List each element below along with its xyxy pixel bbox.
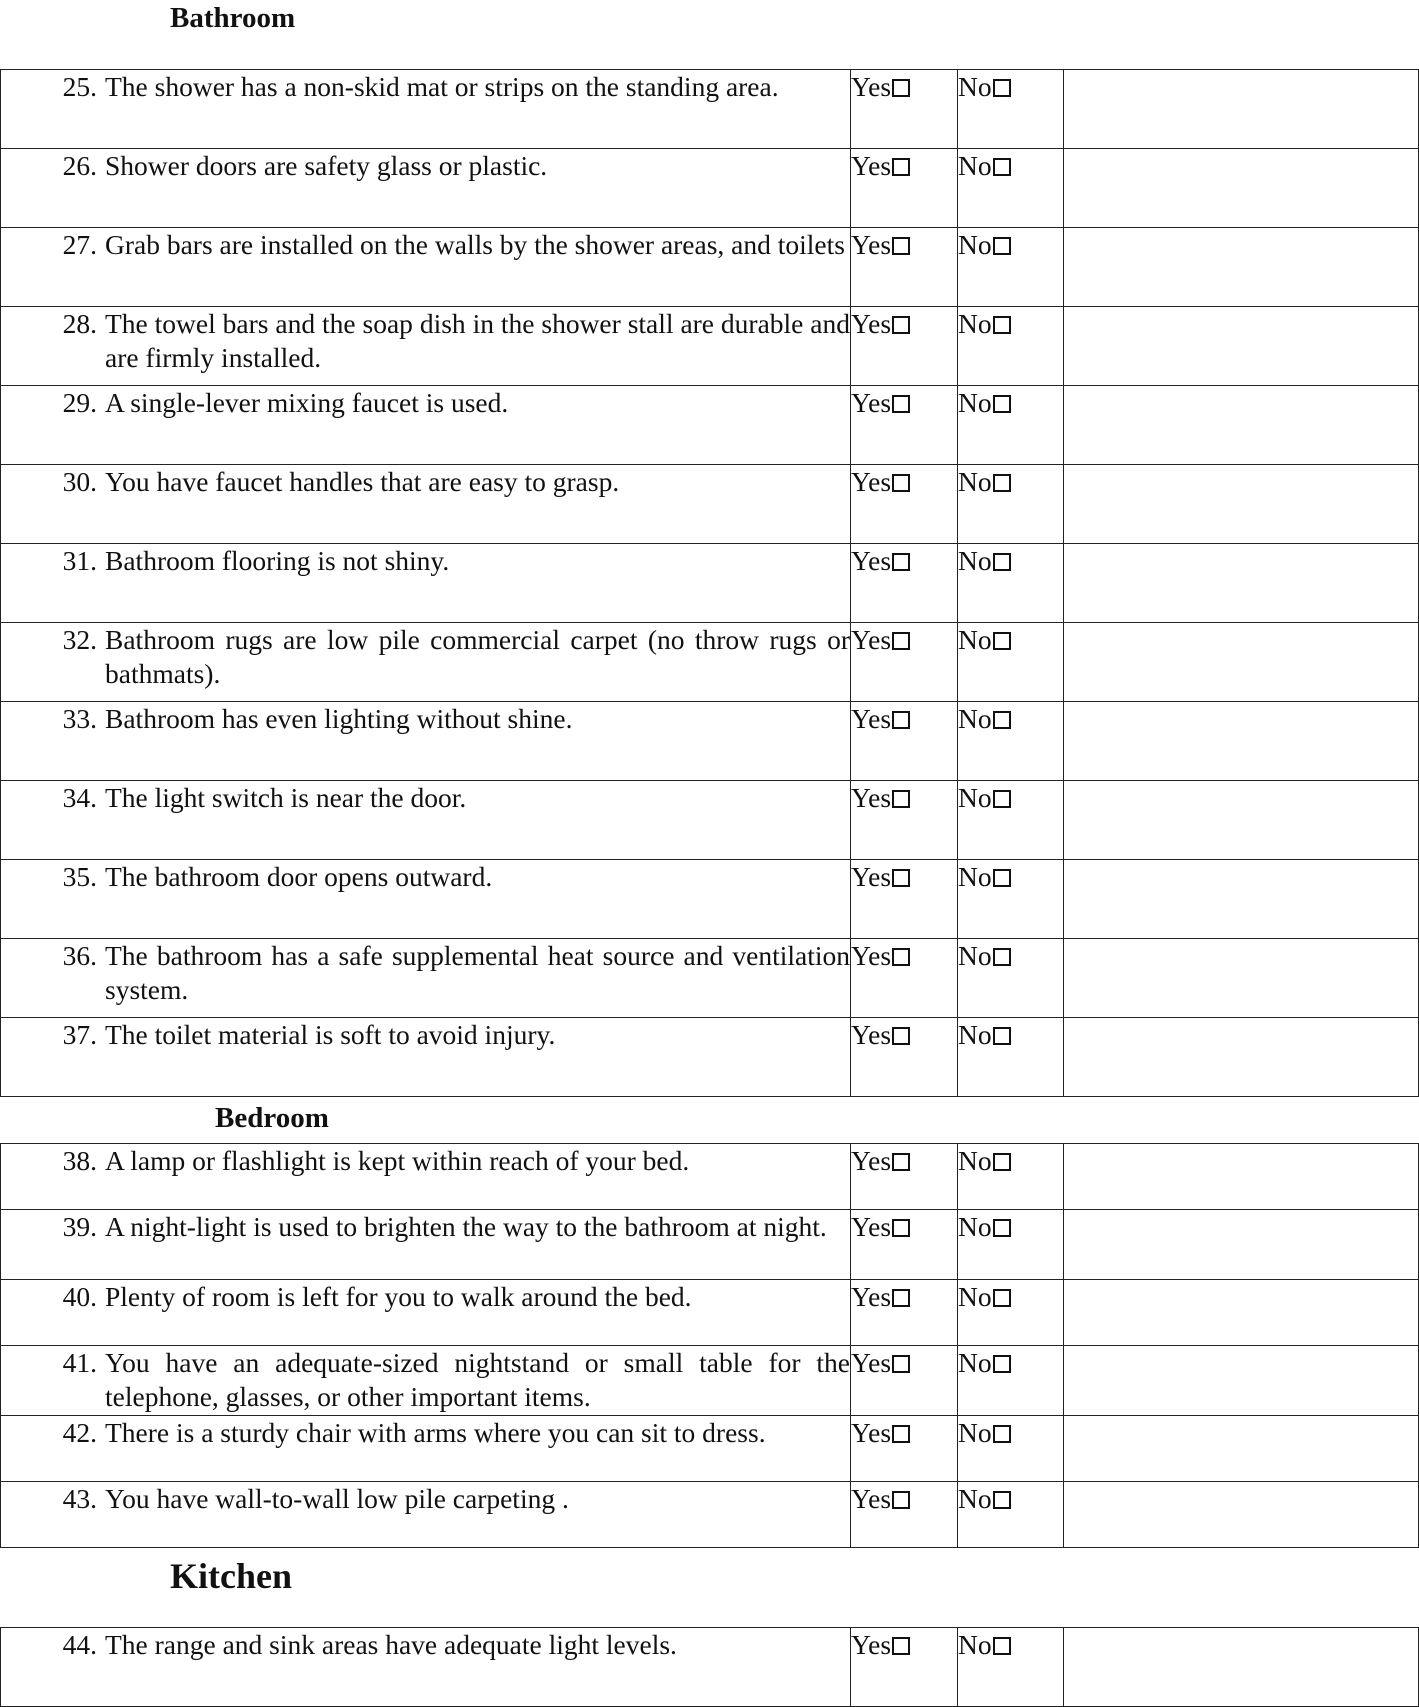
no-checkbox[interactable] — [993, 474, 1011, 492]
question-text: Bathroom has even lighting without shine. — [105, 703, 573, 734]
question-text: The toilet material is soft to avoid injury. — [105, 1019, 556, 1050]
yes-checkbox[interactable] — [892, 632, 910, 650]
question-number: 38. — [62, 1145, 97, 1176]
no-label: No — [958, 1347, 992, 1378]
yes-option[interactable] — [851, 781, 958, 860]
comment-cell[interactable] — [1064, 860, 1419, 939]
question-cell — [1, 1280, 851, 1346]
no-option[interactable] — [958, 465, 1064, 544]
yes-label: Yes — [851, 229, 892, 260]
yes-checkbox[interactable] — [892, 948, 910, 966]
question-text: Bathroom flooring is not shiny. — [105, 545, 450, 576]
question-text: Plenty of room is left for you to walk around the bed. — [105, 1281, 692, 1312]
checklist-table-bathroom — [0, 69, 1419, 1097]
yes-label: Yes — [851, 466, 892, 497]
checklist-row — [1, 1346, 1419, 1416]
checklist-row — [1, 70, 1419, 149]
yes-label: Yes — [851, 1211, 892, 1242]
no-option[interactable] — [958, 1346, 1064, 1416]
no-label: No — [958, 387, 992, 418]
question-text: A lamp or flashlight is kept within reach of your bed. — [105, 1145, 690, 1176]
yes-checkbox[interactable] — [892, 790, 910, 808]
section-title-kitchen: Kitchen — [170, 1556, 292, 1596]
comment-cell[interactable] — [1064, 386, 1419, 465]
no-label: No — [958, 624, 992, 655]
no-option[interactable] — [958, 1018, 1064, 1097]
yes-label: Yes — [851, 308, 892, 339]
question-cell — [1, 228, 851, 307]
yes-label: Yes — [851, 624, 892, 655]
checklist-row — [1, 1144, 1419, 1210]
checklist-row — [1, 465, 1419, 544]
checklist-row — [1, 149, 1419, 228]
checklist-row — [1, 1210, 1419, 1280]
yes-option[interactable] — [851, 1144, 958, 1210]
no-checkbox[interactable] — [993, 237, 1011, 255]
no-option[interactable] — [958, 149, 1064, 228]
no-label: No — [958, 1483, 992, 1514]
comment-cell[interactable] — [1064, 702, 1419, 781]
yes-option[interactable] — [851, 465, 958, 544]
no-checkbox[interactable] — [993, 1425, 1011, 1443]
yes-label: Yes — [851, 1019, 892, 1050]
yes-checkbox[interactable] — [892, 1355, 910, 1373]
question-number: 34. — [62, 782, 97, 813]
comment-cell[interactable] — [1064, 1482, 1419, 1548]
yes-option[interactable] — [851, 386, 958, 465]
comment-cell[interactable] — [1064, 1018, 1419, 1097]
comment-cell[interactable] — [1064, 623, 1419, 702]
yes-label: Yes — [851, 150, 892, 181]
yes-checkbox[interactable] — [892, 553, 910, 571]
yes-option[interactable] — [851, 860, 958, 939]
yes-checkbox[interactable] — [892, 1425, 910, 1443]
comment-cell[interactable] — [1064, 228, 1419, 307]
no-checkbox[interactable] — [993, 1219, 1011, 1237]
question-cell — [1, 939, 851, 1018]
yes-checkbox[interactable] — [892, 474, 910, 492]
no-option[interactable] — [958, 307, 1064, 386]
yes-option[interactable] — [851, 70, 958, 149]
comment-cell[interactable] — [1064, 465, 1419, 544]
question-number: 31. — [62, 545, 97, 576]
question-cell — [1, 149, 851, 228]
yes-label: Yes — [851, 545, 892, 576]
yes-checkbox[interactable] — [892, 869, 910, 887]
question-number: 39. — [62, 1211, 97, 1242]
comment-cell[interactable] — [1064, 939, 1419, 1018]
no-label: No — [958, 782, 992, 813]
yes-label: Yes — [851, 1145, 892, 1176]
no-option[interactable] — [958, 781, 1064, 860]
no-checkbox[interactable] — [993, 316, 1011, 334]
yes-option[interactable] — [851, 939, 958, 1018]
yes-option[interactable] — [851, 1210, 958, 1280]
question-number: 26. — [62, 150, 97, 181]
no-checkbox[interactable] — [993, 948, 1011, 966]
question-text: Bathroom rugs are low pile commercial carpet (no throw rugs or bathmats). — [105, 624, 850, 689]
no-label: No — [958, 229, 992, 260]
yes-label: Yes — [851, 1347, 892, 1378]
comment-cell[interactable] — [1064, 1210, 1419, 1280]
yes-label: Yes — [851, 940, 892, 971]
no-option[interactable] — [958, 386, 1064, 465]
yes-option[interactable] — [851, 1018, 958, 1097]
question-number: 37. — [62, 1019, 97, 1050]
no-checkbox[interactable] — [993, 1153, 1011, 1171]
yes-label: Yes — [851, 1417, 892, 1448]
section-title-bathroom: Bathroom — [170, 2, 296, 34]
no-checkbox[interactable] — [993, 158, 1011, 176]
no-label: No — [958, 71, 992, 102]
comment-cell[interactable] — [1064, 1280, 1419, 1346]
question-number: 27. — [62, 229, 97, 260]
yes-checkbox[interactable] — [892, 1219, 910, 1237]
question-cell — [1, 623, 851, 702]
yes-label: Yes — [851, 861, 892, 892]
no-label: No — [958, 861, 992, 892]
no-label: No — [958, 1211, 992, 1242]
comment-cell[interactable] — [1064, 781, 1419, 860]
question-cell — [1, 1018, 851, 1097]
yes-option[interactable] — [851, 1482, 958, 1548]
checklist-row — [1, 1482, 1419, 1548]
no-label: No — [958, 466, 992, 497]
question-cell — [1, 544, 851, 623]
question-number: 33. — [62, 703, 97, 734]
yes-checkbox[interactable] — [892, 1153, 910, 1171]
no-option[interactable] — [958, 860, 1064, 939]
no-label: No — [958, 1629, 992, 1660]
question-number: 25. — [62, 71, 97, 102]
question-cell — [1, 1144, 851, 1210]
no-checkbox[interactable] — [993, 79, 1011, 97]
question-cell — [1, 386, 851, 465]
question-cell — [1, 860, 851, 939]
yes-checkbox[interactable] — [892, 158, 910, 176]
no-label: No — [958, 1417, 992, 1448]
comment-cell[interactable] — [1064, 1416, 1419, 1482]
yes-checkbox[interactable] — [892, 395, 910, 413]
question-number: 43. — [62, 1483, 97, 1514]
no-checkbox[interactable] — [993, 1491, 1011, 1509]
yes-checkbox[interactable] — [892, 1289, 910, 1307]
no-checkbox[interactable] — [993, 869, 1011, 887]
yes-label: Yes — [851, 387, 892, 418]
question-text: There is a sturdy chair with arms where you can sit to dress. — [105, 1417, 766, 1448]
checklist-table-kitchen — [0, 1627, 1419, 1707]
question-number: 28. — [62, 308, 97, 339]
question-number: 41. — [62, 1347, 97, 1378]
yes-option[interactable] — [851, 149, 958, 228]
checklist-row — [1, 1018, 1419, 1097]
no-label: No — [958, 1019, 992, 1050]
comment-cell[interactable] — [1064, 149, 1419, 228]
question-text: A single-lever mixing faucet is used. — [105, 387, 509, 418]
checklist-row — [1, 623, 1419, 702]
question-cell — [1, 1346, 851, 1416]
question-text: The range and sink areas have adequate light levels. — [105, 1629, 677, 1660]
yes-option[interactable] — [851, 307, 958, 386]
question-text: You have wall-to-wall low pile carpeting . — [105, 1483, 569, 1514]
yes-option[interactable] — [851, 1280, 958, 1346]
checklist-row — [1, 386, 1419, 465]
checklist-row — [1, 307, 1419, 386]
no-checkbox[interactable] — [993, 1355, 1011, 1373]
question-number: 35. — [62, 861, 97, 892]
yes-option[interactable] — [851, 544, 958, 623]
question-text: The shower has a non-skid mat or strips on the standing area. — [105, 71, 779, 102]
no-checkbox[interactable] — [993, 1289, 1011, 1307]
question-text: A night-light is used to brighten the way to the bathroom at night. — [105, 1211, 827, 1242]
yes-checkbox[interactable] — [892, 1491, 910, 1509]
no-checkbox[interactable] — [993, 711, 1011, 729]
checklist-row — [1, 860, 1419, 939]
no-option[interactable] — [958, 939, 1064, 1018]
question-number: 42. — [62, 1417, 97, 1448]
no-label: No — [958, 150, 992, 181]
no-option[interactable] — [958, 70, 1064, 149]
no-option[interactable] — [958, 1144, 1064, 1210]
question-number: 30. — [62, 466, 97, 497]
question-cell — [1, 1482, 851, 1548]
yes-label: Yes — [851, 703, 892, 734]
no-label: No — [958, 940, 992, 971]
checklist-row — [1, 702, 1419, 781]
section-title-bedroom: Bedroom — [215, 1102, 329, 1134]
question-cell — [1, 307, 851, 386]
question-text: The towel bars and the soap dish in the shower stall are durable and are firmly installed. — [105, 308, 850, 373]
question-number: 40. — [62, 1281, 97, 1312]
yes-checkbox[interactable] — [892, 711, 910, 729]
yes-checkbox[interactable] — [892, 79, 910, 97]
yes-option[interactable] — [851, 228, 958, 307]
question-text: Grab bars are installed on the walls by the shower areas, and toilets — [105, 229, 845, 260]
no-checkbox[interactable] — [993, 553, 1011, 571]
question-cell — [1, 1416, 851, 1482]
checklist-row — [1, 781, 1419, 860]
no-checkbox[interactable] — [993, 790, 1011, 808]
yes-label: Yes — [851, 782, 892, 813]
no-option[interactable] — [958, 1210, 1064, 1280]
yes-checkbox[interactable] — [892, 1027, 910, 1045]
question-text: You have an adequate-sized nightstand or small table for the telephone, glasses, or other important items. — [105, 1347, 850, 1412]
yes-checkbox[interactable] — [892, 237, 910, 255]
yes-label: Yes — [851, 1483, 892, 1514]
no-label: No — [958, 1281, 992, 1312]
question-number: 36. — [62, 940, 97, 971]
question-text: The bathroom door opens outward. — [105, 861, 493, 892]
no-checkbox[interactable] — [993, 1027, 1011, 1045]
question-cell — [1, 70, 851, 149]
no-checkbox[interactable] — [993, 632, 1011, 650]
question-text: The light switch is near the door. — [105, 782, 467, 813]
yes-option[interactable] — [851, 1628, 958, 1707]
yes-checkbox[interactable] — [892, 316, 910, 334]
no-option[interactable] — [958, 1628, 1064, 1707]
yes-option[interactable] — [851, 1346, 958, 1416]
comment-cell[interactable] — [1064, 544, 1419, 623]
yes-option[interactable] — [851, 1416, 958, 1482]
no-label: No — [958, 308, 992, 339]
question-number: 32. — [62, 624, 97, 655]
checklist-row — [1, 1280, 1419, 1346]
no-option[interactable] — [958, 702, 1064, 781]
question-number: 44. — [62, 1629, 97, 1660]
comment-cell[interactable] — [1064, 307, 1419, 386]
checklist-row — [1, 544, 1419, 623]
checklist-row — [1, 1628, 1419, 1707]
question-text: Shower doors are safety glass or plastic. — [105, 150, 548, 181]
comment-cell[interactable] — [1064, 1628, 1419, 1707]
no-checkbox[interactable] — [993, 395, 1011, 413]
yes-label: Yes — [851, 1281, 892, 1312]
comment-cell[interactable] — [1064, 1346, 1419, 1416]
no-option[interactable] — [958, 1416, 1064, 1482]
no-option[interactable] — [958, 1280, 1064, 1346]
question-cell — [1, 1210, 851, 1280]
yes-option[interactable] — [851, 623, 958, 702]
yes-label: Yes — [851, 1629, 892, 1660]
no-option[interactable] — [958, 623, 1064, 702]
no-label: No — [958, 703, 992, 734]
comment-cell[interactable] — [1064, 1144, 1419, 1210]
question-cell — [1, 465, 851, 544]
question-cell — [1, 702, 851, 781]
question-text: The bathroom has a safe supplemental heat source and ventilation system. — [105, 940, 850, 1005]
no-checkbox[interactable] — [993, 1637, 1011, 1655]
question-cell — [1, 781, 851, 860]
no-option[interactable] — [958, 544, 1064, 623]
question-number: 29. — [62, 387, 97, 418]
checklist-row — [1, 939, 1419, 1018]
question-cell — [1, 1628, 851, 1707]
no-option[interactable] — [958, 228, 1064, 307]
checklist-row — [1, 1416, 1419, 1482]
no-label: No — [958, 1145, 992, 1176]
no-option[interactable] — [958, 1482, 1064, 1548]
checklist-row — [1, 228, 1419, 307]
checklist-table-bedroom — [0, 1143, 1419, 1548]
yes-checkbox[interactable] — [892, 1637, 910, 1655]
yes-label: Yes — [851, 71, 892, 102]
comment-cell[interactable] — [1064, 70, 1419, 149]
question-text: You have faucet handles that are easy to grasp. — [105, 466, 620, 497]
no-label: No — [958, 545, 992, 576]
yes-option[interactable] — [851, 702, 958, 781]
